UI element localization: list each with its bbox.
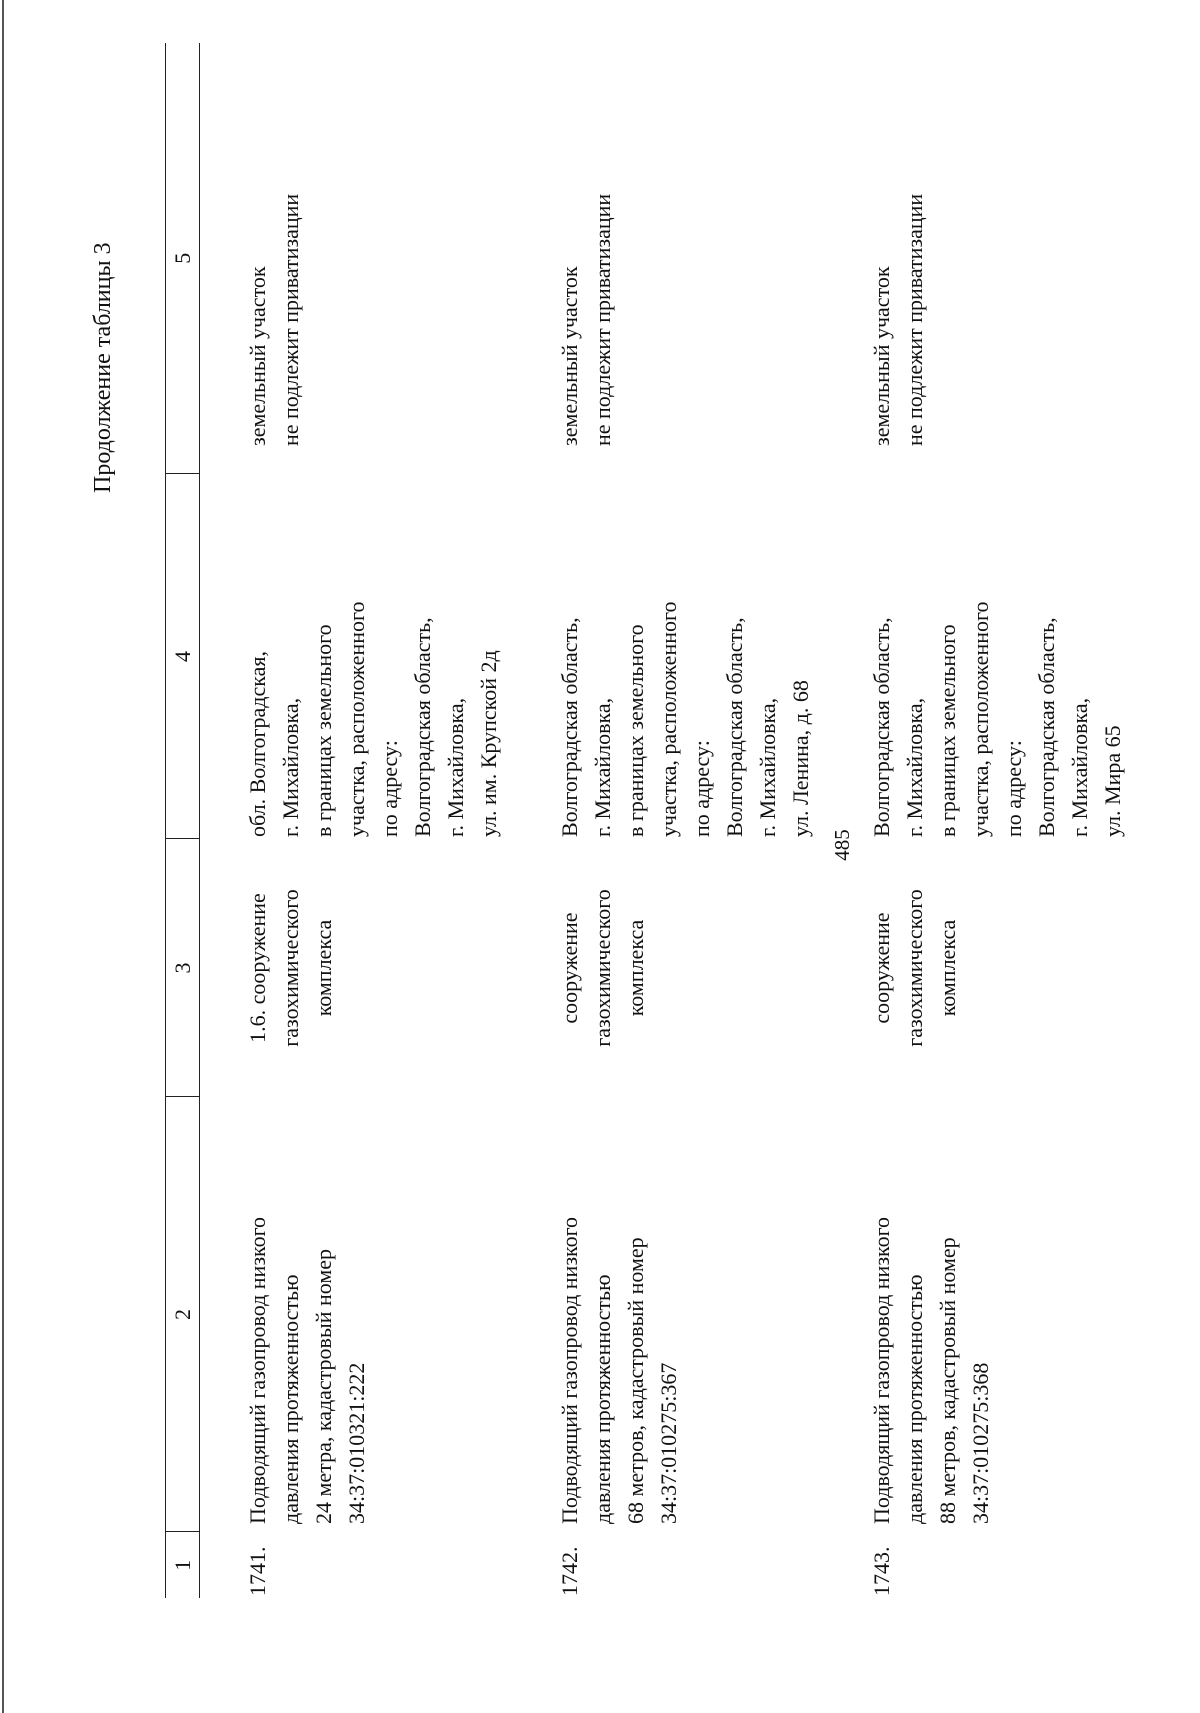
note-line: не подлежит приватизации [278, 193, 303, 446]
row-number-cell [505, 1532, 817, 1598]
object-type-line: 1.6. сооружение [245, 893, 270, 1043]
object-type-line: сооружение [557, 912, 582, 1024]
object-type-line: комплекса [935, 919, 960, 1017]
note-cell [200, 43, 506, 474]
page-number: 485 [830, 829, 854, 861]
property-table [165, 43, 1129, 1598]
address-line: Волгоградская область, [722, 617, 747, 837]
table-row [200, 43, 506, 1598]
object-type-cell [817, 839, 1129, 1097]
row-number: 1742. [557, 1546, 582, 1596]
object-name-cell [505, 1097, 817, 1532]
object-name-line: 68 метров, кадастровый номер [623, 1237, 648, 1524]
table-continuation-label: Продолжение таблицы 3 [90, 242, 116, 493]
row-number: 1741. [245, 1546, 270, 1596]
object-type-line: сооружение [869, 912, 894, 1024]
address-cell [200, 474, 506, 839]
address-line: г. Михайловка, [443, 697, 468, 837]
address-line: Волгоградская область, [410, 617, 435, 837]
address-line: г. Михайловка, [278, 697, 303, 837]
note-cell [817, 43, 1129, 474]
address-line: г. Михайловка, [902, 697, 927, 837]
address-cell [817, 474, 1129, 839]
note-line: земельный участок [869, 266, 894, 446]
row-number-cell [200, 1532, 506, 1598]
object-name-cell [200, 1097, 506, 1532]
object-name-line: 24 метра, кадастровый номер [311, 1248, 336, 1524]
column-header: 3 [166, 839, 200, 1097]
address-line: в границах земельного [623, 624, 648, 837]
object-name-line: давления протяженностью [590, 1274, 615, 1524]
address-line: ул. им. Крупской 2д [476, 650, 501, 837]
note-cell [505, 43, 817, 474]
column-header: 4 [166, 474, 200, 839]
address-line: в границах земельного [935, 624, 960, 837]
address-line: в границах земельного [311, 624, 336, 837]
address-line: по адресу: [1001, 740, 1026, 837]
address-line: обл. Волгоградская, [245, 651, 270, 837]
address-line: г. Михайловка, [755, 697, 780, 837]
row-number: 1743. [869, 1546, 894, 1596]
object-name-line: Подводящий газопровод низкого [557, 1216, 582, 1524]
object-name-line: Подводящий газопровод низкого [869, 1216, 894, 1524]
object-type-line: газохимического [590, 889, 615, 1047]
address-line: Волгоградская область, [869, 617, 894, 837]
object-type-line: комплекса [311, 919, 336, 1017]
address-line: по адресу: [377, 740, 402, 837]
address-line: ул. Мира 65 [1100, 725, 1125, 837]
object-type-cell [505, 839, 817, 1097]
table-row [505, 43, 817, 1598]
address-line: участка, расположенного [968, 601, 993, 837]
object-name-line: 88 метров, кадастровый номер [935, 1237, 960, 1524]
address-line: г. Михайловка, [1067, 697, 1092, 837]
column-header: 2 [166, 1097, 200, 1532]
address-line: ул. Ленина, д. 68 [788, 680, 813, 837]
object-type-line: газохимического [902, 889, 927, 1047]
address-line: Волгоградская область, [557, 617, 582, 837]
address-cell [505, 474, 817, 839]
note-line: земельный участок [245, 266, 270, 446]
column-header: 5 [166, 43, 200, 474]
address-line: по адресу: [689, 740, 714, 837]
object-name-cell [817, 1097, 1129, 1532]
object-name-line: 34:37:010275:368 [968, 1362, 993, 1524]
table-row [817, 43, 1129, 1598]
address-line: г. Михайловка, [590, 697, 615, 837]
row-number-cell [817, 1532, 1129, 1598]
note-line: земельный участок [557, 266, 582, 446]
table-header-row [166, 43, 200, 1598]
object-name-line: Подводящий газопровод низкого [245, 1216, 270, 1524]
column-header: 1 [166, 1532, 200, 1598]
note-line: не подлежит приватизации [902, 193, 927, 446]
address-line: Волгоградская область, [1034, 617, 1059, 837]
table-body [200, 43, 1130, 1598]
scan-edge-line [2, 0, 4, 1713]
object-name-line: 34:37:010275:367 [656, 1362, 681, 1524]
address-line: участка, расположенного [344, 601, 369, 837]
address-line: участка, расположенного [656, 601, 681, 837]
object-type-cell [200, 839, 506, 1097]
note-line: не подлежит приватизации [590, 193, 615, 446]
object-type-line: комплекса [623, 919, 648, 1017]
object-name-line: давления протяженностью [278, 1274, 303, 1524]
object-name-line: 34:37:010321:222 [344, 1362, 369, 1524]
object-type-line: газохимического [278, 889, 303, 1047]
object-name-line: давления протяженностью [902, 1274, 927, 1524]
